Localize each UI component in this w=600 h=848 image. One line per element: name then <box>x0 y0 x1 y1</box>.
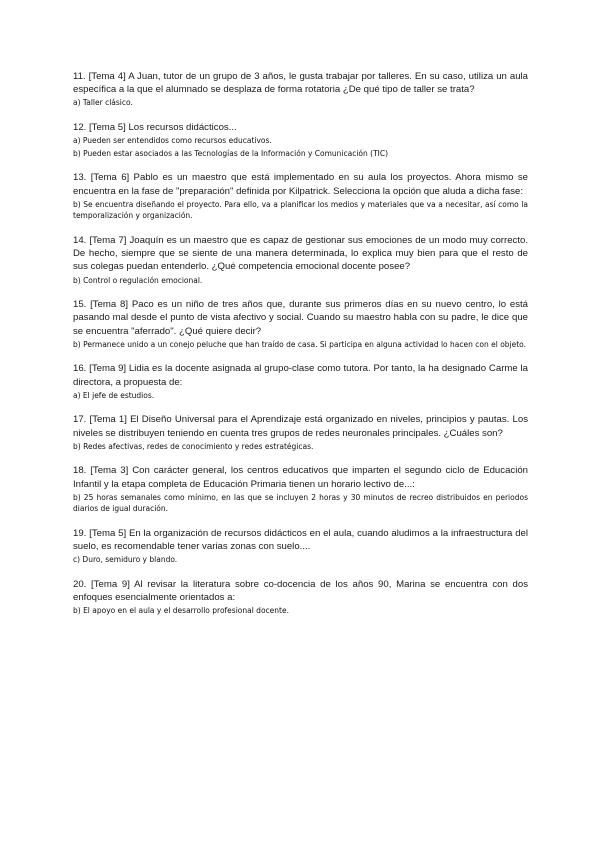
answer-text: b) Control o regulación emocional. <box>73 275 203 285</box>
question-18 <box>73 464 528 515</box>
question-text: 17. [Tema 1] El Diseño Universal para el Aprendizaje está organizado en niveles, principios y pautas. Los niveles se distribuyen teniendo en cuenta tres grupos de redes neuronales principales. ¿Cuáles son? <box>73 414 528 439</box>
question-text: 19. [Tema 5] En la organización de recursos didácticos en el aula, cuando aludimos a la infraestructura del suelo, es recomendable tener varias zonas con suelo.... <box>73 527 528 553</box>
question-text: 12. [Tema 5] Los recursos didácticos... <box>73 122 237 133</box>
question-text: 11. [Tema 4] A Juan, tutor de un grupo de 3 años, le gusta trabajar por talleres. En su caso, utiliza un aula específica a la que el alumnado se desplaza de forma rotatoria ¿De qué tipo de taller se trata? <box>73 71 528 96</box>
answer-text: b) Permanece unido a un conejo peluche que han traído de casa. Si participa en alguna actividad lo hacen con el objeto. <box>73 339 527 349</box>
answer-text: a) Taller clásico. <box>73 98 133 108</box>
question-11 <box>73 70 528 109</box>
question-20 <box>73 578 528 617</box>
question-text: 14. [Tema 7] Joaquín es un maestro que es capaz de gestionar sus emociones de un modo muy correcto. De hecho, siempre que se siente de una manera determinada, lo explica muy bien para que el resto de sus colegas puedan entenderlo. ¿Qué competencia emocional docente posee? <box>73 234 528 273</box>
question-text: 13. [Tema 6] Pablo es un maestro que está implementado en su aula los proyectos. Ahora mismo se encuentra en la fase de "preparación" definida por Kilpatrick. Selecciona la opción que aluda a dicha fase: <box>73 172 528 197</box>
question-text: 18. [Tema 3] Con carácter general, los centros educativos que imparten el segundo ciclo de Educación Infantil y la etapa completa de Educación Primaria tienen un horario lectivo de...: <box>73 465 528 490</box>
question-text: 15. [Tema 8] Paco es un niño de tres años que, durante sus primeros días en su nuevo centro, lo está pasando mal desde el punto de vista afectivo y social. Cuando su maestro habla con su padre, le dice que se encuentra "aferrado". ¿Qué quiere decir? <box>73 299 528 337</box>
answer-text: b) 25 horas semanales como mínimo, en las que se incluyen 2 horas y 30 minutos de recreo distribuidos en periodos diarios de igual duración. <box>73 492 528 514</box>
answer-text: b) Se encuentra diseñando el proyecto. Para ello, va a planificar los medios y materiales que va a necesitar, así como la temporalización y organización. <box>73 199 528 221</box>
question-19 <box>73 527 528 566</box>
answer-text: a) Pueden ser entendidos como recursos educativos. <box>73 136 272 146</box>
question-14 <box>73 234 528 286</box>
question-text: 20. [Tema 9] Al revisar la literatura sobre co-docencia de los años 90, Marina se encuentra con dos enfoques esencialmente orientados a: <box>73 578 528 604</box>
answer-text: c) Duro, semiduro y blando. <box>73 555 178 565</box>
question-list <box>73 70 528 629</box>
question-13 <box>73 171 528 222</box>
question-17 <box>73 413 528 452</box>
question-15 <box>73 298 528 350</box>
question-text: 16. [Tema 9] Lidia es la docente asignada al grupo-clase como tutora. Por tanto, la ha designado Carme la directora, a propuesta de: <box>73 363 528 388</box>
answer-text: b) Pueden estar asociados a las Tecnologías de la Información y Comunicación (TIC) <box>73 148 389 158</box>
answer-text: b) Redes afectivas, redes de conocimiento y redes estratégicas. <box>73 441 314 451</box>
answer-text: b) El apoyo en el aula y el desarrollo profesional docente. <box>73 606 289 616</box>
question-12 <box>73 121 528 159</box>
question-16 <box>73 362 528 401</box>
answer-text: a) El jefe de estudios. <box>73 390 155 400</box>
